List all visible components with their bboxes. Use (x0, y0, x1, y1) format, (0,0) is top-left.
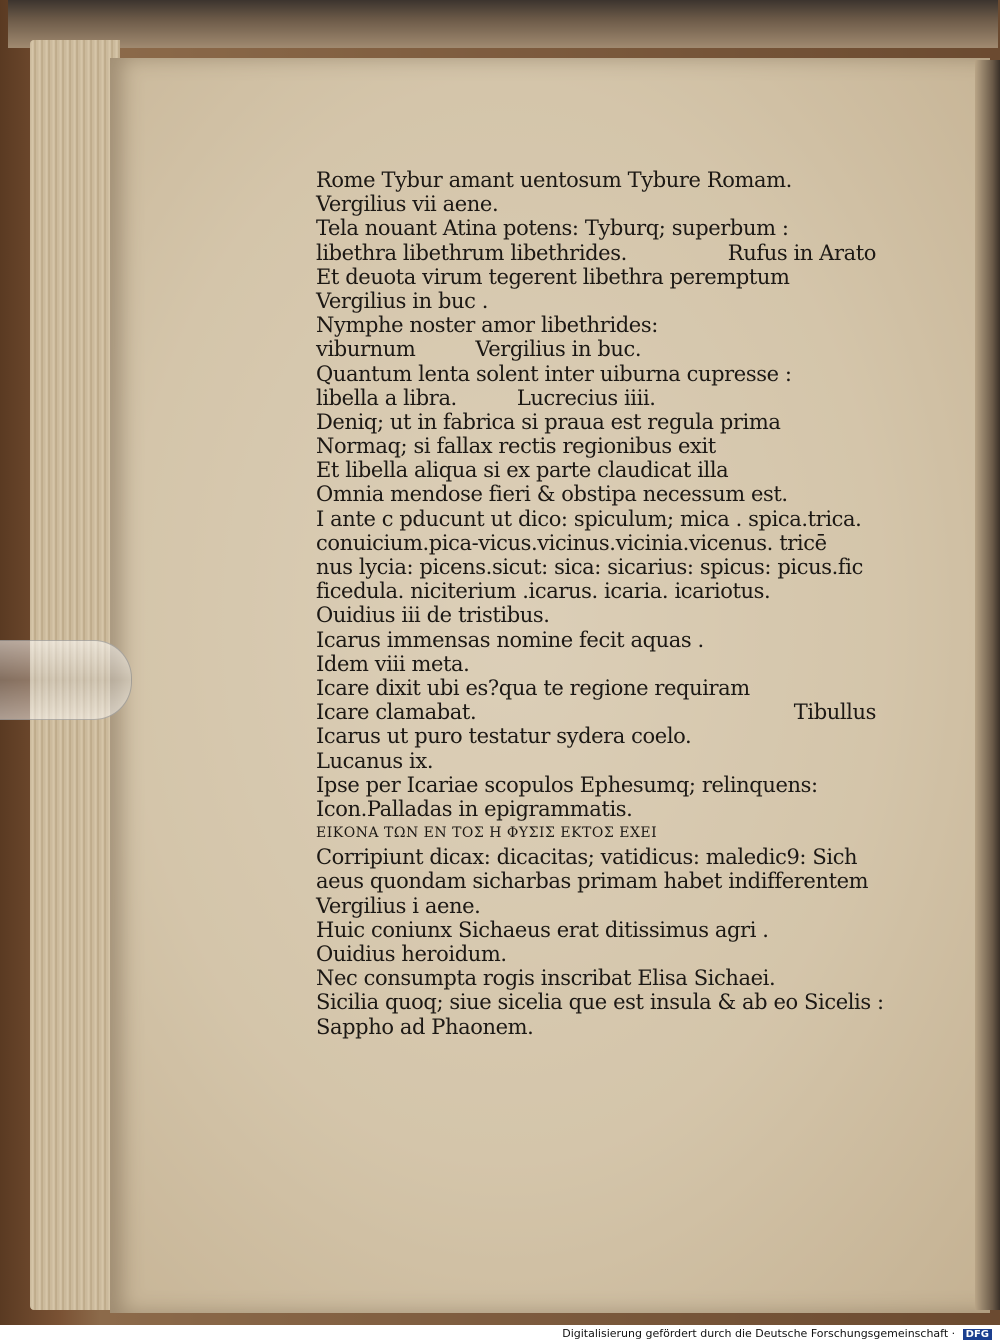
text-line (316, 555, 876, 579)
text-line-main: Vergilius vii aene. (316, 192, 499, 217)
text-line (316, 845, 876, 869)
text-line-main: Deniq; ut in fabrica si praua est regula prima (316, 409, 781, 434)
text-line-main: libethra libethrum libethrides. (316, 240, 627, 265)
text-line-main: Icare clamabat. (316, 700, 477, 725)
text-line (316, 1015, 876, 1039)
text-line-main: Nymphe noster amor libethrides: (316, 313, 658, 338)
text-line (316, 313, 876, 337)
text-line (316, 362, 876, 386)
text-line (316, 168, 876, 192)
text-line-main: Huic coniunx Sichaeus erat ditissimus agri . (316, 917, 769, 942)
text-line (316, 773, 876, 797)
text-line (316, 603, 876, 627)
page-text-block (316, 168, 884, 1039)
text-line (316, 797, 876, 821)
text-line-citation: Tibullus (793, 700, 876, 725)
text-line-main: viburnum (316, 337, 416, 362)
text-line-main: Rome Tybur amant uentosum Tybure Romam. (316, 168, 792, 192)
text-line-main: Icon.Palladas in epigrammatis. (316, 796, 633, 821)
text-line-main: conuicium.pica-vicus.vicinus.vicinia.vicenus. tricē (316, 530, 827, 555)
book-top-edge (8, 0, 998, 48)
text-line (316, 821, 876, 845)
text-line (316, 241, 876, 265)
dfg-logo: DFG (963, 1329, 992, 1340)
text-line (316, 410, 876, 434)
text-line-main: Idem viii meta. (316, 651, 470, 676)
text-line-main: I ante c pducunt ut dico: spiculum; mica . spica.trica. (316, 506, 862, 531)
text-line (316, 289, 876, 313)
text-line-citation: Vergilius in buc. (475, 337, 642, 362)
text-line (316, 216, 876, 240)
text-line (316, 749, 876, 773)
text-line (316, 628, 876, 652)
text-line (316, 434, 876, 458)
text-line-main: Et deuota virum tegerent libethra peremptum (316, 264, 790, 289)
text-line-main: Icarus ut puro testatur sydera coelo. (316, 724, 692, 749)
text-line-main: Vergilius i aene. (316, 893, 481, 918)
text-line-main: Ipse per Icariae scopulos Ephesumq; relinquens: (316, 772, 818, 797)
text-line-main: ΕΙΚΟΝΑ ΤΩΝ ΕΝ ΤΟΣ Η ΦΥΣΙΣ ΕΚΤΟΣ ΕΧΕΙ (316, 825, 658, 842)
text-line-main: Nec consumpta rogis inscribat Elisa Sichaei. (316, 966, 776, 991)
text-line-main: Et libella aliqua si ex parte claudicat illa (316, 458, 729, 483)
text-line-main: nus lycia: picens.sicut: sica: sicarius: spicus: picus.fic (316, 555, 863, 579)
text-line-main: Sicilia quoq; siue sicelia que est insula & ab eo Sicelis : (316, 990, 884, 1015)
text-line-main: ficedula. niciterium .icarus. icaria. icariotus. (316, 579, 771, 604)
text-line (316, 676, 876, 700)
text-line (316, 700, 876, 724)
text-line (316, 918, 876, 942)
footer-credit-text: Digitalisierung gefördert durch die Deutsche Forschungsgemeinschaft · (562, 1327, 956, 1340)
text-line (316, 579, 876, 603)
text-line (316, 192, 876, 216)
text-line (316, 531, 876, 555)
text-line (316, 337, 876, 361)
text-line-main: Vergilius in buc . (316, 288, 489, 313)
text-line (316, 458, 876, 482)
text-line (316, 652, 876, 676)
text-line-main: Corripiunt dicax: dicacitas; vatidicus: maledic9: Sich (316, 845, 858, 870)
text-line (316, 386, 876, 410)
text-line-main: Icarus immensas nomine fecit aquas . (316, 627, 704, 652)
bookmark-clip (0, 640, 132, 720)
footer-credit (562, 1327, 992, 1340)
text-line-main: Ouidius iii de tristibus. (316, 603, 550, 628)
text-line-main: Icare dixit ubi es?qua te regione requiram (316, 675, 750, 700)
text-line-main: libella a libra. (316, 385, 457, 410)
text-line-main: Lucanus ix. (316, 748, 434, 773)
text-line-main: Quantum lenta solent inter uiburna cupresse : (316, 361, 792, 386)
text-line (316, 869, 876, 893)
text-line-citation: Rufus in Arato (727, 240, 876, 265)
text-line (316, 265, 876, 289)
text-line-main: Omnia mendose fieri & obstipa necessum est. (316, 482, 788, 507)
text-line-main: aeus quondam sicharbas primam habet indifferentem (316, 869, 869, 894)
text-line-main: Normaq; si fallax rectis regionibus exit (316, 434, 716, 459)
text-line-main: Ouidius heroidum. (316, 942, 507, 966)
text-line (316, 942, 876, 966)
text-line (316, 507, 876, 531)
text-line-citation: Lucrecius iiii. (516, 385, 656, 410)
text-line-main: Sappho ad Phaonem. (316, 1014, 534, 1039)
text-line (316, 894, 876, 918)
page-right-edge (975, 60, 1000, 1310)
text-line (316, 724, 876, 748)
text-line-main: Tela nouant Atina potens: Tyburq; superbum : (316, 216, 789, 241)
text-line (316, 966, 876, 990)
text-line (316, 990, 884, 1015)
text-line (316, 482, 876, 506)
